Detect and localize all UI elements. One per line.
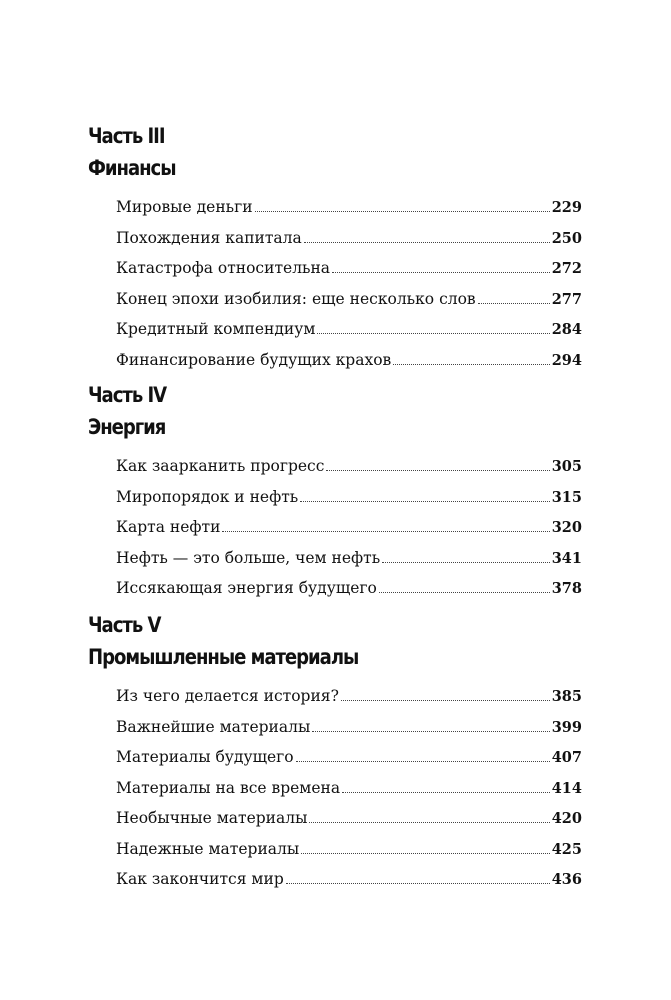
- entry-page-number: 294: [551, 351, 582, 369]
- toc-part: [88, 379, 588, 604]
- part-title: Финансы: [88, 156, 176, 180]
- toc-entries: [88, 681, 588, 895]
- toc-entry[interactable]: [116, 742, 582, 773]
- dot-leader: [304, 241, 550, 243]
- entry-title: Необычные материалы: [116, 809, 308, 827]
- toc-entry[interactable]: [116, 451, 582, 482]
- dot-leader: [326, 469, 549, 471]
- toc-entry[interactable]: [116, 803, 582, 834]
- part-number: Часть III: [88, 124, 165, 148]
- toc-entry[interactable]: [116, 543, 582, 574]
- entry-page-number: 407: [551, 749, 582, 766]
- entry-page-number: 315: [551, 488, 582, 506]
- entry-title: Надежные материалы: [116, 839, 300, 858]
- entry-title: Материалы будущего: [116, 748, 294, 766]
- toc-entry[interactable]: [116, 253, 582, 284]
- entry-title: Катастрофа относительна: [116, 259, 331, 277]
- dot-leader: [478, 302, 550, 304]
- dot-leader: [286, 882, 550, 884]
- entry-page-number: 277: [551, 290, 582, 308]
- entry-title: Важнейшие материалы: [116, 717, 311, 736]
- toc-part: [88, 609, 588, 895]
- entry-title: Конец эпохи изобилия: еще несколько слов: [116, 289, 476, 308]
- toc-entry[interactable]: [116, 864, 582, 895]
- entry-title: Карта нефти: [116, 518, 221, 536]
- dot-leader: [222, 530, 549, 532]
- entry-page-number: 250: [551, 229, 582, 247]
- entry-page-number: 436: [551, 871, 582, 888]
- toc-part: [88, 120, 588, 375]
- entry-page-number: 229: [551, 199, 582, 216]
- entry-page-number: 425: [551, 840, 582, 858]
- entry-title: Похождения капитала: [116, 228, 302, 247]
- dot-leader: [255, 210, 550, 212]
- dot-leader: [300, 500, 550, 502]
- toc-entries: [88, 192, 588, 375]
- toc-entry[interactable]: [116, 223, 582, 254]
- entry-page-number: 341: [551, 549, 582, 567]
- entry-page-number: 284: [551, 321, 582, 338]
- dot-leader: [317, 332, 549, 334]
- entry-page-number: 305: [551, 458, 582, 475]
- entry-page-number: 378: [551, 580, 582, 597]
- toc-entry[interactable]: [116, 512, 582, 543]
- dot-leader: [379, 591, 550, 593]
- toc-entry[interactable]: [116, 834, 582, 865]
- part-title: Энергия: [88, 415, 166, 439]
- dot-leader: [301, 852, 549, 854]
- dot-leader: [296, 760, 550, 762]
- entry-title: Финансирование будущих крахов: [116, 350, 392, 369]
- part-number: Часть IV: [88, 383, 167, 407]
- toc-entry[interactable]: [116, 482, 582, 513]
- toc-entry[interactable]: [116, 712, 582, 743]
- toc-entry[interactable]: [116, 573, 582, 604]
- entry-page-number: 399: [551, 718, 582, 736]
- entry-page-number: 385: [551, 688, 582, 705]
- entry-title: Нефть — это больше, чем нефть: [116, 548, 381, 567]
- toc-entries: [88, 451, 588, 604]
- dot-leader: [312, 730, 549, 732]
- entry-title: Материалы на все времена: [116, 778, 341, 797]
- toc-entry[interactable]: [116, 192, 582, 223]
- toc-entry[interactable]: [116, 345, 582, 376]
- dot-leader: [341, 699, 550, 701]
- dot-leader: [342, 791, 550, 793]
- entry-page-number: 420: [551, 810, 582, 827]
- part-title: Промышленные материалы: [88, 645, 359, 669]
- toc-entry[interactable]: [116, 773, 582, 804]
- dot-leader: [382, 561, 550, 563]
- entry-page-number: 272: [551, 260, 582, 277]
- entry-title: Как закончится мир: [116, 870, 284, 888]
- entry-title: Из чего делается история?: [116, 687, 339, 705]
- part-number: Часть V: [88, 613, 161, 637]
- entry-title: Как заарканить прогресс: [116, 457, 325, 475]
- entry-title: Кредитный компендиум: [116, 320, 316, 338]
- entry-title: Мировые деньги: [116, 198, 253, 216]
- dot-leader: [309, 821, 549, 823]
- toc-entry[interactable]: [116, 681, 582, 712]
- entry-page-number: 414: [551, 779, 582, 797]
- entry-title: Иссякающая энергия будущего: [116, 579, 377, 597]
- toc-entry[interactable]: [116, 284, 582, 315]
- toc-entry[interactable]: [116, 314, 582, 345]
- dot-leader: [332, 271, 550, 273]
- entry-title: Миропорядок и нефть: [116, 487, 299, 506]
- dot-leader: [393, 363, 549, 365]
- entry-page-number: 320: [551, 519, 582, 536]
